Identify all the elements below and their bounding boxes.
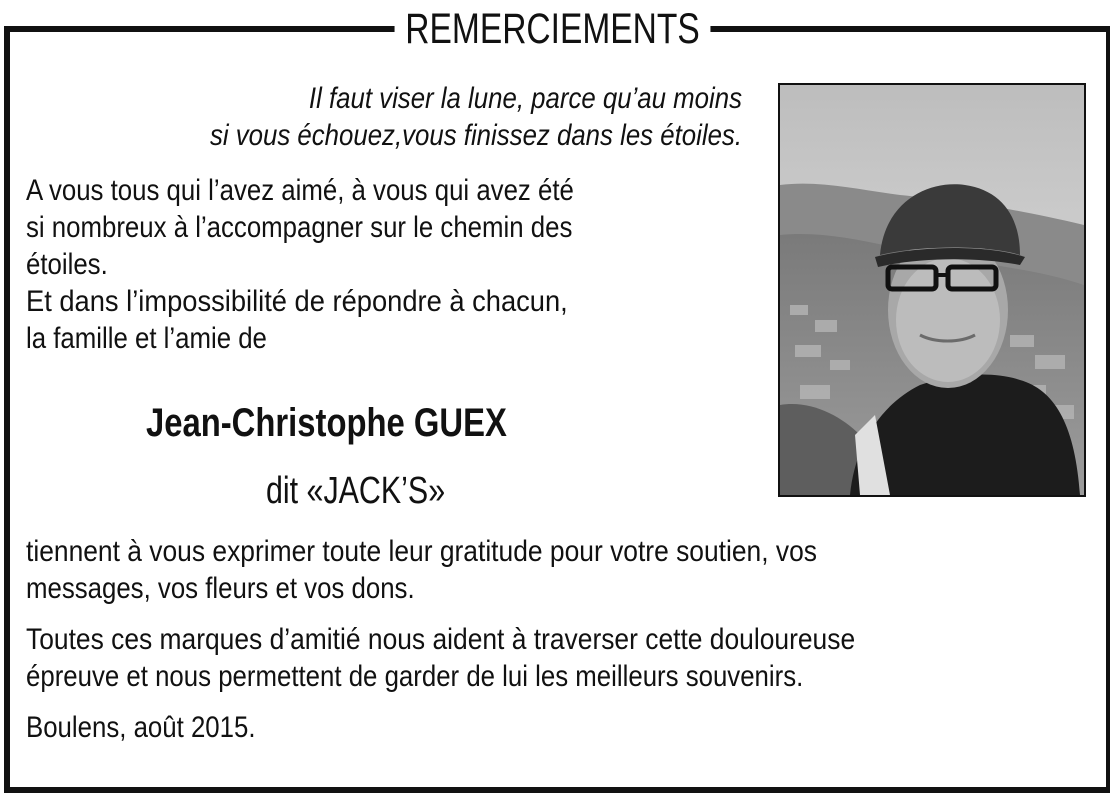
memories-paragraph <box>26 621 1086 695</box>
body-line: tiennent à vous exprimer toute leur gratitude pour votre soutien, vos <box>26 535 817 568</box>
quote-line: si vous échouez,vous finissez dans les étoiles. <box>209 119 743 152</box>
body-line: Toutes ces marques d’amitié nous aident à traverser cette douloureuse <box>26 623 856 656</box>
quote-line: Il faut viser la lune, parce qu’au moins <box>308 82 742 115</box>
body-line: épreuve et nous permettent de garder de lui les meilleurs souvenirs. <box>26 660 804 693</box>
notice-heading: REMERCIEMENTS <box>395 0 711 58</box>
deceased-nickname: dit «JACK’S» <box>266 470 446 512</box>
intro-line: si nombreux à l’accompagner sur le chemin des <box>26 211 573 244</box>
intro-line: A vous tous qui l’avez aimé, à vous qui avez été <box>26 174 574 207</box>
body-line: messages, vos fleurs et vos dons. <box>26 572 415 605</box>
intro-line: étoiles. <box>26 248 108 281</box>
gratitude-paragraph <box>26 533 1086 607</box>
intro-text <box>26 172 741 357</box>
portrait-photo <box>778 83 1086 497</box>
thanks-body <box>26 533 1086 760</box>
intro-line: Et dans l’impossibilité de répondre à chacun, <box>26 285 568 318</box>
deceased-name: Jean-Christophe GUEX <box>146 401 507 445</box>
intro-line: la famille et l’amie de <box>26 322 267 355</box>
signoff <box>26 709 1086 746</box>
epigraph-quote <box>22 80 742 154</box>
place-date: Boulens, août 2015. <box>26 711 256 744</box>
